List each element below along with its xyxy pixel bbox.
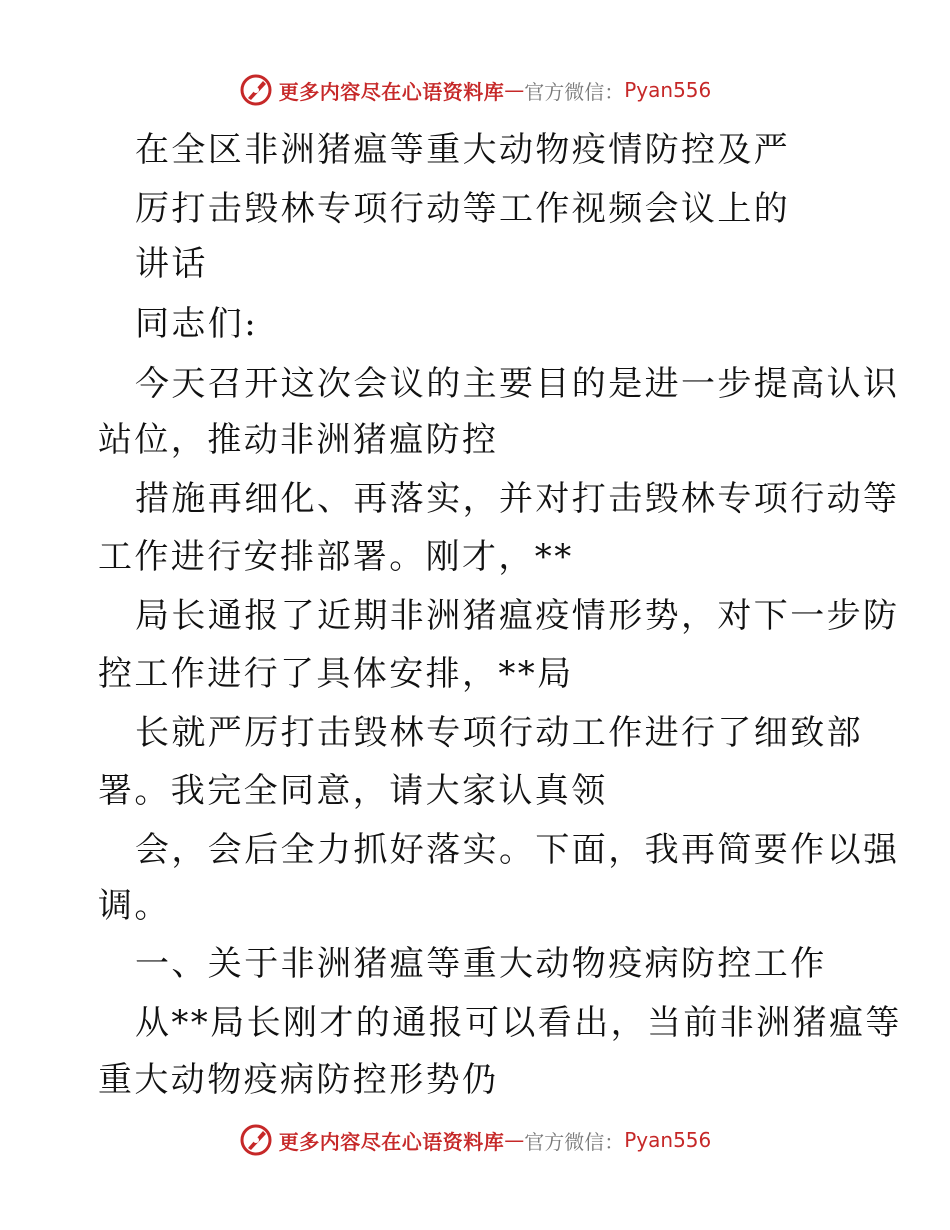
body-line: 站位，推动非洲猪瘟防控 — [98, 420, 499, 460]
body-line: 调。 — [98, 886, 171, 926]
body-line: 会，会后全力抓好落实。下面，我再简要作以强 — [135, 830, 900, 870]
banner-dash: — — [504, 78, 525, 102]
section-line: 从**局长刚才的通报可以看出，当前非洲猪瘟等 — [135, 1003, 902, 1043]
banner-wechat-label: 官方微信： — [524, 1129, 625, 1154]
body-line: 署。我完全同意，请大家认真领 — [98, 771, 608, 811]
quill-logo-icon — [239, 1123, 273, 1157]
footer-watermark-banner — [0, 1120, 950, 1160]
banner-wechat-label: 官方微信： — [524, 79, 625, 104]
banner-wechat-handle: Pyan556 — [624, 78, 712, 102]
banner-dash: — — [504, 1128, 525, 1152]
section-line: 重大动物疫病防控形势仍 — [98, 1060, 499, 1100]
title-line-1: 在全区非洲猪瘟等重大动物疫情防控及严 — [135, 130, 791, 170]
banner-wechat-handle: Pyan556 — [624, 1128, 712, 1152]
body-line: 措施再细化、再落实，并对打击毁林专项行动等 — [135, 479, 900, 519]
body-line: 控工作进行了具体安排，**局 — [98, 654, 574, 694]
title-line-2: 厉打击毁林专项行动等工作视频会议上的 — [135, 189, 791, 229]
banner-brand-text: 更多内容尽在心语资料库 — [278, 79, 505, 104]
body-line: 工作进行安排部署。刚才，** — [98, 537, 574, 577]
salutation: 同志们: — [135, 304, 259, 344]
section-heading: 一、关于非洲猪瘟等重大动物疫病防控工作 — [135, 944, 827, 984]
quill-logo-icon — [239, 73, 273, 107]
title-line-3: 讲话 — [135, 244, 208, 284]
banner-brand-text: 更多内容尽在心语资料库 — [278, 1129, 505, 1154]
body-line: 今天召开这次会议的主要目的是进一步提高认识 — [135, 364, 900, 404]
body-line: 长就严厉打击毁林专项行动工作进行了细致部 — [135, 713, 863, 753]
header-watermark-banner — [0, 70, 950, 110]
body-line: 局长通报了近期非洲猪瘟疫情形势，对下一步防 — [135, 596, 900, 636]
